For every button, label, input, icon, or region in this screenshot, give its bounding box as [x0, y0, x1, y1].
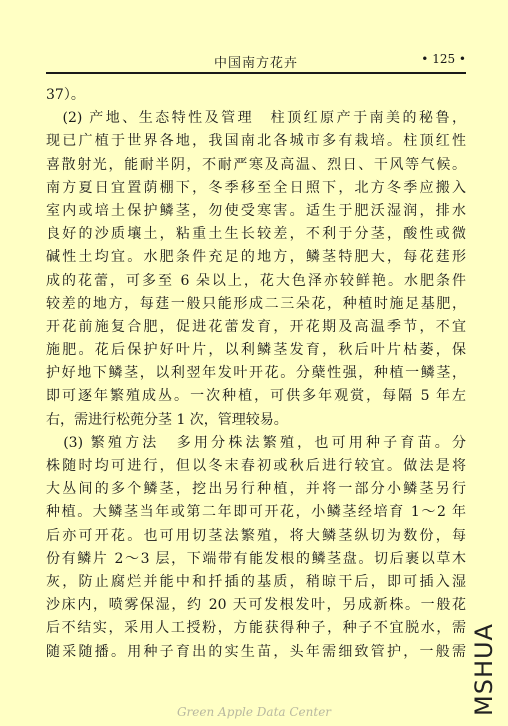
page-number: • 125 •	[421, 52, 466, 66]
text-line: 施肥。花后保护好叶片，以利鳞茎发育，秋后叶片枯萎，保	[46, 342, 466, 359]
text-line: 右，需进行松蔸分茎 1 次，管理较易。	[46, 411, 288, 428]
text-line: 37）。	[46, 87, 85, 103]
text-line: 灰，防止腐烂并能中和扦插的基质，稍晾干后，即可插入湿	[46, 573, 466, 590]
text-line: 良好的沙质壤土，粘重土生长较差，不利于分茎，酸性或微	[46, 226, 466, 243]
text-line: 成的花蕾，可多至 6 朵以上，花大色泽亦较鲜艳。水肥条件	[46, 272, 466, 289]
running-header	[46, 50, 466, 72]
body-text	[46, 84, 466, 664]
text-line: 份有鳞片 2～3 层，下端带有能发根的鳞茎盘。切后裹以草木	[46, 550, 466, 567]
text-line: 后不结实，采用人工授粉，方能获得种子，种子不宜脱水，需	[46, 620, 466, 637]
header-title: 中国南方花卉	[213, 56, 298, 71]
text-line: 现已广植于世界各地，我国南北各城市多有栽培。柱顶红性	[46, 133, 466, 150]
text-line: 开花前施复合肥，促进花蕾发育，开花期及高温季节，不宜	[46, 318, 466, 335]
side-watermark: MSHUA	[470, 623, 498, 716]
text-line: 种植。大鳞茎当年或第二年即可开花，小鳞茎经培育 1～2 年	[46, 504, 466, 521]
text-line: 南方夏日宜置荫棚下，冬季移至全日照下，北方冬季应搬入	[46, 179, 466, 196]
text-line: 大丛间的多个鳞茎，挖出另行种植，并将一部分小鳞茎另行	[46, 481, 466, 498]
text-line: 室内或培土保护鳞茎，勿使受寒害。适生于肥沃湿润，排水	[46, 202, 466, 219]
text-line: (3) 繁殖方法 多用分株法繁殖，也可用种子育苗。分	[46, 434, 466, 451]
text-line: 沙床内，喷雾保湿，约 20 天可发根发叶，另成新株。一般花	[46, 597, 466, 614]
text-line: 后亦可开花。也可用切茎法繁殖，将大鳞茎纵切为数份，每	[46, 527, 466, 544]
text-line: 株随时均可进行，但以冬末春初或秋后进行较宜。做法是将	[46, 458, 466, 474]
header-rule	[46, 72, 466, 74]
footer-watermark: Green Apple Data Center	[176, 705, 332, 719]
text-line: 较差的地方，每莛一般只能形成二三朵花，种植时施足基肥，	[46, 295, 466, 312]
text-line: 碱性土均宜。水肥条件充足的地方，鳞茎特肥大，每花莛形	[46, 249, 466, 266]
text-line: 随采随播。用种子育出的实生苗，头年需细致管护，一般需	[46, 643, 466, 660]
text-line: 喜散射光，能耐半阴，不耐严寒及高温、烈日、干风等气候。	[46, 156, 466, 173]
text-line: 即可逐年繁殖成丛。一次种植，可供多年观赏，每隔 5 年左	[46, 388, 466, 405]
text-line: 护好地下鳞茎，以利翌年发叶开花。分蘖性强，种植一鳞茎，	[46, 365, 466, 382]
text-line: (2) 产地、生态特性及管理 柱顶红原产于南美的秘鲁，	[46, 110, 466, 127]
